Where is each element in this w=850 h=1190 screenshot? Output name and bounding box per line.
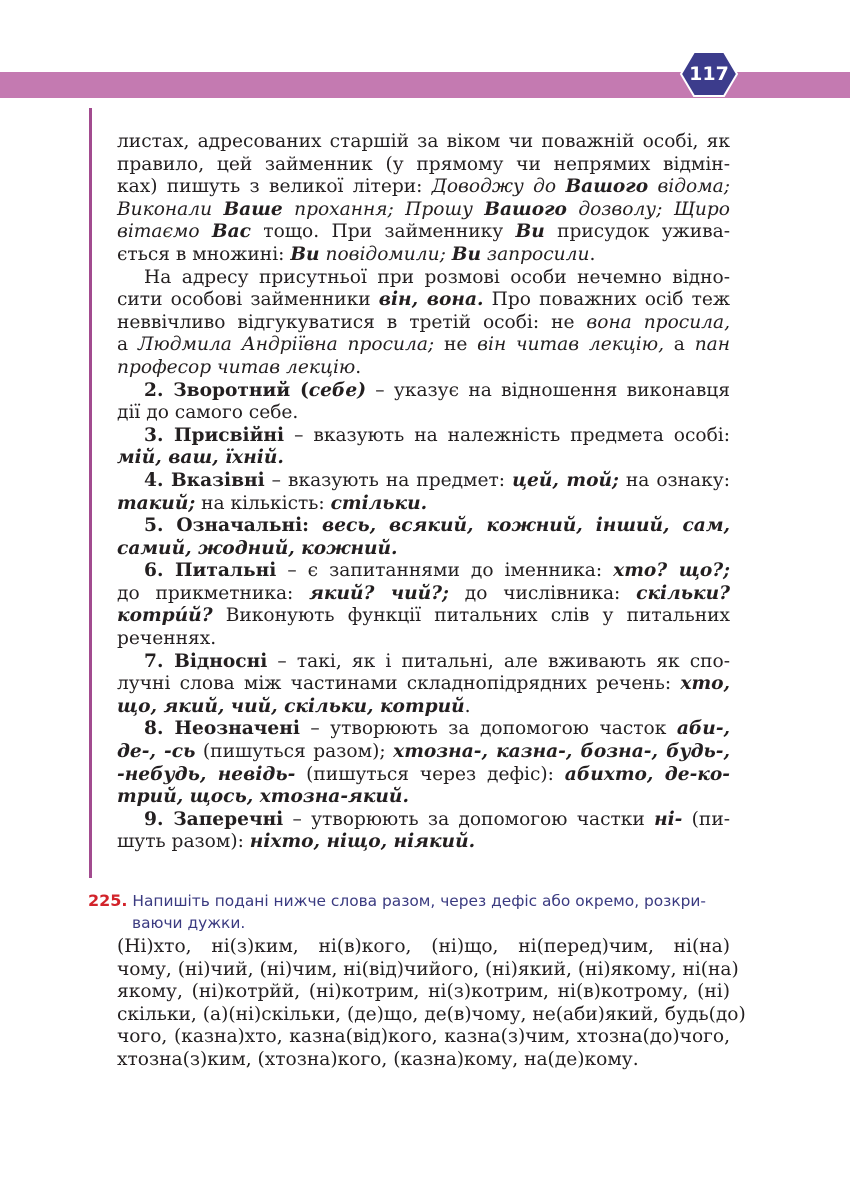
text-run: який? чий?;: [309, 582, 449, 604]
text-run: відома;: [648, 176, 730, 198]
text-run: 2. Зворотний (: [144, 379, 309, 401]
exercise-line-1: [88, 890, 730, 912]
text-run: повідомили;: [319, 243, 452, 265]
text-run: прохання; Прошу: [282, 198, 485, 220]
word-line: хтозна(з)ким, (хтозна)кого, (казна)кому, на(де)кому.: [117, 1048, 639, 1070]
text-run: хто,: [680, 673, 730, 695]
text-line: [117, 131, 730, 154]
text-line: [117, 493, 730, 516]
text-run: професор читав лекцію: [117, 356, 356, 378]
text-run: мій, ваш, їхній.: [117, 447, 284, 469]
text-run: -небудь, невідь-: [117, 763, 296, 785]
text-run: ніхто, ніщо, ніякий.: [249, 831, 476, 853]
text-run: реченнях.: [117, 628, 217, 650]
text-line: [117, 515, 730, 538]
text-run: 4. Вказівні: [144, 469, 265, 491]
text-run: він, вона.: [378, 289, 484, 311]
text-run: дозволу; Щиро: [566, 198, 730, 220]
text-line: [117, 809, 730, 832]
exercise-instruction: Напишіть подані нижче слова разом, через дефіс або окремо, розкри-: [127, 892, 706, 910]
text-line: [117, 425, 730, 448]
text-run: присудок ужива-: [544, 221, 731, 243]
text-line: [117, 402, 730, 425]
text-run: Вашого: [565, 176, 649, 198]
text-run: самий, жодний, кожний.: [117, 537, 398, 559]
text-run: Ваше: [223, 198, 283, 220]
exercise-line-2: ваючи дужки.: [132, 914, 246, 932]
text-run: Вашого: [484, 198, 567, 220]
text-line: [117, 605, 730, 628]
text-line: [117, 380, 730, 403]
text-run: весь, всякий, кожний, інший, сам,: [321, 515, 730, 537]
text-run: Вас: [211, 221, 251, 243]
text-line: [117, 718, 730, 741]
text-run: .: [464, 695, 471, 717]
exercise-number: 225.: [88, 891, 128, 910]
text-line: [117, 176, 730, 199]
text-run: до прикметника:: [117, 582, 310, 604]
word-line: чому, (ні)чий, (ні)чим, ні(від)чийого, (ні)який, (ні)якому, ні(на): [117, 958, 739, 980]
text-run: Людмила Андріївна просила;: [137, 334, 435, 356]
text-line: [117, 267, 730, 290]
text-run: запросили: [481, 243, 590, 265]
text-line: [117, 696, 730, 719]
text-run: сити особові займенники: [117, 289, 379, 311]
text-run: Виконали: [117, 198, 224, 220]
text-line: [117, 334, 730, 357]
page-number: 117: [689, 63, 729, 85]
main-text: [117, 131, 730, 854]
text-run: не: [434, 334, 478, 356]
text-run: – є запитаннями до іменника:: [276, 560, 614, 582]
text-run: 8. Неозначені: [144, 718, 300, 740]
text-run: на ознаку:: [618, 469, 730, 491]
text-line: [117, 560, 730, 583]
text-run: .: [355, 356, 362, 378]
text-run: Ви: [451, 243, 482, 265]
text-run: вітаємо: [117, 221, 212, 243]
text-run: Ви: [290, 243, 320, 265]
text-run: ється в множині:: [117, 243, 291, 265]
page-number-badge: [680, 50, 738, 98]
text-line: [117, 583, 730, 606]
text-line: [117, 154, 730, 177]
text-run: Виконують функції питальних слів у питальних: [212, 605, 730, 627]
text-run: а: [117, 334, 138, 356]
text-run: тощо. При займеннику: [250, 221, 516, 243]
text-run: пан: [694, 334, 730, 356]
text-run: де-, -сь: [117, 741, 196, 763]
text-line: [117, 673, 730, 696]
text-run: котри́й?: [117, 605, 213, 627]
text-run: – такі, як і питальні, але вживають як спо-: [267, 650, 730, 672]
exercise-words: [117, 936, 746, 1072]
text-run: хтозна-, казна-, бозна-, будь-,: [393, 741, 730, 763]
text-run: на кількість:: [195, 492, 331, 514]
text-run: 3. Присвійні: [144, 424, 285, 446]
text-run: аби-,: [676, 718, 731, 740]
text-line: [117, 357, 730, 380]
text-line: [117, 741, 730, 764]
text-run: до числівника:: [448, 582, 637, 604]
text-run: лучні слова між частинами складнопідрядних речень:: [117, 673, 681, 695]
text-run: він читав лекцію,: [477, 334, 665, 356]
text-run: себе): [308, 379, 366, 401]
text-run: що, який, чий, скільки, котрий: [117, 695, 465, 717]
text-run: Ви: [515, 221, 545, 243]
word-line: якому, (ні)котрйй, (ні)котрим, ні(з)котрим, ні(в)котрому, (ні): [117, 981, 730, 1003]
text-run: шуть разом):: [117, 831, 250, 853]
text-line: [117, 312, 730, 335]
text-line: [117, 538, 730, 561]
text-run: (пишуться разом);: [195, 741, 394, 763]
text-run: – вказують на належність предмета особі:: [284, 424, 730, 446]
text-run: Про поважних осіб теж: [483, 289, 730, 311]
text-run: хто? що?;: [613, 560, 730, 582]
exercise-task: [88, 890, 730, 934]
text-line: [117, 221, 730, 244]
text-run: вона просила,: [586, 311, 730, 333]
text-run: трий, щось, хтозна-який.: [117, 786, 409, 808]
text-run: такий;: [117, 492, 196, 514]
text-run: абихто, де-ко-: [564, 763, 730, 785]
text-run: 9. Заперечні: [144, 808, 284, 830]
text-run: -: [723, 153, 730, 175]
text-run: (пишуться через дефіс):: [295, 763, 565, 785]
text-run: цей, той;: [512, 469, 619, 491]
word-line: скільки, (а)(ні)скільки, (де)що, де(в)чому, не(аби)який, будь(до): [117, 1003, 746, 1025]
text-run: – утворюють за допомогою часток: [299, 718, 677, 740]
text-line: [117, 786, 730, 809]
text-line: [117, 199, 730, 222]
text-run: На адресу присутньої при розмові особи нечемно відно-: [144, 266, 730, 288]
text-run: скільки?: [636, 582, 730, 604]
text-run: неввічливо відгукуватися в третій особі: не: [117, 311, 587, 333]
text-run: .: [589, 243, 596, 265]
word-line: чого, (казна)хто, казна(від)кого, казна(з)чим, хтозна(до)чого,: [117, 1026, 730, 1048]
text-run: 7. Відносні: [144, 650, 268, 672]
section-margin-rule: [89, 108, 92, 878]
text-line: [117, 651, 730, 674]
text-run: Доводжу до: [431, 176, 566, 198]
text-run: стільки.: [330, 492, 428, 514]
text-run: – утворюють за допомогою частки: [283, 808, 655, 830]
text-run: листах, адресованих старшій за віком чи поважній особі, як: [117, 131, 730, 152]
text-line: [117, 289, 730, 312]
text-run: ні-: [654, 808, 683, 830]
text-run: – указує на відношення виконавця: [366, 379, 730, 401]
text-run: а: [664, 334, 695, 356]
text-line: [117, 470, 730, 493]
text-run: (пи-: [682, 808, 730, 830]
text-line: [117, 831, 730, 854]
text-line: [117, 447, 730, 470]
text-line: [117, 244, 730, 267]
text-run: – вказують на предмет:: [264, 469, 513, 491]
text-line: [117, 764, 730, 787]
word-line: (Ні)хто, ні(з)ким, ні(в)кого, (ні)що, ні(перед)чим, ні(на): [117, 936, 730, 957]
text-run: правило, цей займенник (у прямому чи непрямих відмін: [117, 153, 724, 175]
text-run: 5. Означальні:: [144, 515, 322, 537]
text-run: 6. Питальні: [144, 560, 277, 582]
text-run: ках) пишуть з великої літери:: [117, 176, 432, 198]
text-line: [117, 628, 730, 651]
text-run: дії до самого себе.: [117, 402, 299, 424]
